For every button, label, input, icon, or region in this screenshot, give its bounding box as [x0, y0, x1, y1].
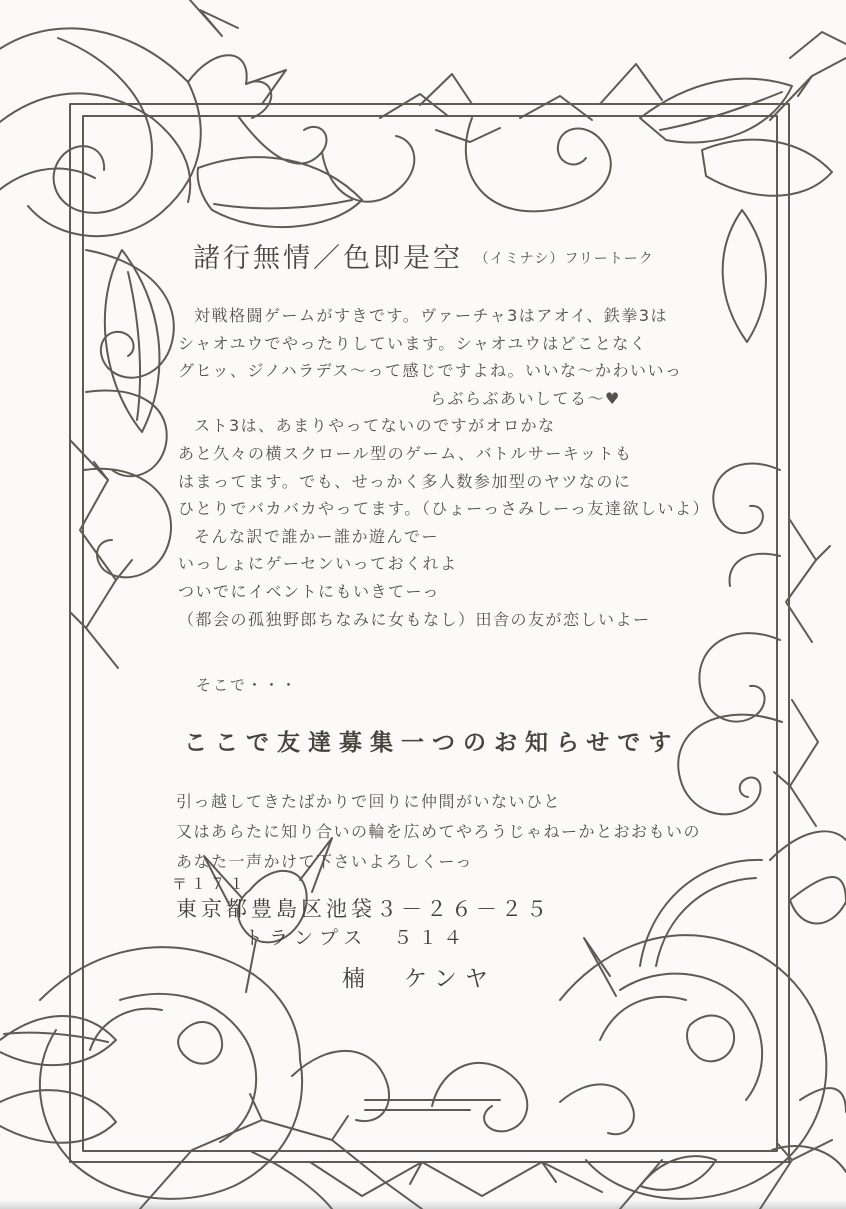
recruit-paragraph	[176, 787, 701, 877]
author-name: 楠 ケンヤ	[342, 966, 496, 992]
freetalk-line: ひとりでバカバカやってます。（ひょーっさみしーっ友達欲しいよ）	[178, 499, 710, 519]
freetalk-line: グヒッ、ジノハラデス～って感じですよね。いいな～かわいいっ	[178, 361, 683, 381]
top-vine-ornament	[238, 32, 846, 342]
freetalk-line: あと久々の横スクロール型のゲーム、バトルサーキットも	[178, 443, 633, 463]
freetalk-line: シャオユウでやったりしています。シャオユウはどことなく	[178, 333, 648, 353]
freetalk-line: そんな訳で誰かー誰か遊んでー	[194, 526, 440, 546]
freetalk-paragraph	[178, 302, 710, 633]
left-vine-ornament	[70, 250, 174, 668]
friend-recruit-heading: ここで友達募集一つのお知らせです	[184, 730, 680, 756]
page-title	[193, 236, 654, 275]
title-main-text: 諸行無情／色即是空	[193, 243, 463, 274]
freetalk-line: いっしょにゲーセンいっておくれよ	[178, 554, 458, 574]
freetalk-line: ついでにイベントにもいきてーっ	[178, 581, 440, 601]
postal-code: 〒１７１	[172, 875, 249, 893]
bottom-right-rose	[560, 831, 846, 1209]
freetalk-line: （都会の孤独野郎ちなみに女もなし）田舎の友が恋しいよー	[178, 609, 651, 629]
freetalk-line: スト3は、あまりやってないのですがオロかな	[194, 416, 556, 436]
address-line-1: 東京都豊島区池袋３－２６－２５	[176, 897, 551, 921]
freetalk-line: はまってます。でも、せっかく多人数参加型のヤツなのに	[178, 471, 632, 491]
title-sub-text: （イミナシ）フリートーク	[474, 251, 654, 267]
recruit-line: 引っ越してきたばかりで回りに仲間がいないひと	[176, 792, 562, 811]
bottom-vine-ornament	[292, 1051, 634, 1196]
freetalk-line-heart: らぶらぶあいしてる～♥	[430, 388, 621, 408]
address-line-2: トランプス ５１４	[244, 927, 469, 949]
scan-edge-shadow	[0, 1200, 846, 1209]
interlude-text: そこで・・・	[196, 676, 299, 694]
recruit-line: 又はあらたに知り合いの輪を広めてやろうじゃねーかとおおもいの	[176, 822, 702, 841]
freetalk-line: 対戦格闘ゲームがすきです。ヴァーチャ3はアオイ、鉄拳3は	[194, 306, 669, 325]
recruit-line: あなた一声かけて下さいよろしくーっ	[176, 852, 473, 871]
